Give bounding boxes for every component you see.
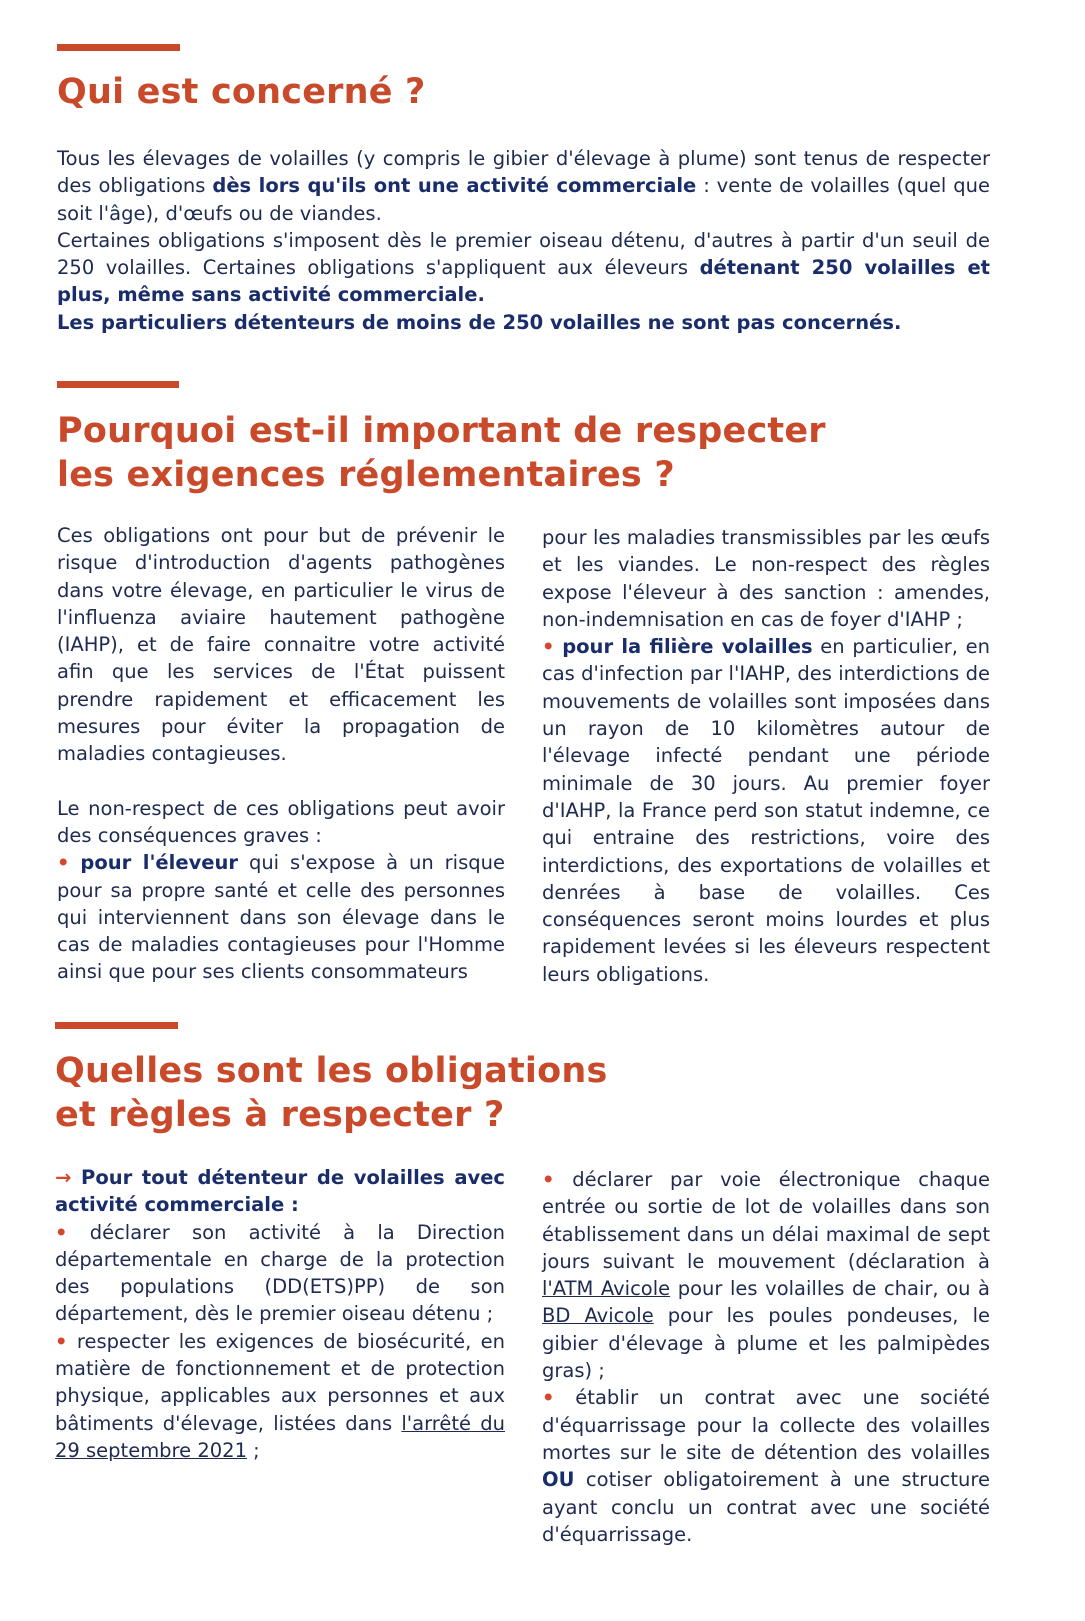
section-rule-1 [57,44,180,51]
link-atm-avicole[interactable]: l'ATM Avicole [542,1277,671,1301]
section-1-body [57,145,990,336]
bullet-item: • respecter les exigences de biosécurité, en matière de fonctionnement et de protection physique, applicables aux personnes et aux bâtiments d'élevage, listées dans l'arrêté du 29 septembre 2021 ; [55,1329,506,1462]
section-3-right-column [542,1166,990,1548]
section-rule-3 [55,1022,178,1029]
arrow-right-icon: → [55,1166,72,1189]
bullet-item: • pour la filière volailles en particulier, en cas d'infection par l'IAHP, des interdictions de mouvements de volailles sont imposées dans un rayon de 10 kilomètres autour de l'élevage infecté pendant une période minimale de 30 jours. Au premier foyer d'IAHP, la France perd son statut indemne, ce qui entraine des restrictions, voire des interdictions, des exportations de volailles et denrées à base de volailles. Ces conséquences seront moins lourdes et plus rapidement levées si les éleveurs respectent leurs obligations. [542,635,991,986]
bullet-item: • déclarer par voie électronique chaque entrée ou sortie de lot de volailles dans son établissement dans un délai maximal de sept jours suivant le mouvement (déclaration à l'ATM Avicole pour les volailles de chair, ou à BD Avicole pour les poules pondeuses, le gibier d'élevage à plume et les palmipèdes gras) ; [542,1168,991,1383]
bullet-item: • déclarer son activité à la Direction départementale en charge de la protection des populations (DD(ETS)PP) de son département, dès le premier oiseau détenu ; [55,1220,505,1326]
bullet-item: • établir un contrat avec une société d'équarrissage pour la collecte des volailles mortes sur le site de détention des volailles OU cotiser obligatoirement à une structure ayant conclu un contrat avec une société d'équarrissage. [542,1386,991,1546]
bullet-icon: • [542,1168,555,1191]
section-2-right-column [542,524,990,988]
subheading: → Pour tout détenteur de volailles avec activité commerciale : [55,1166,505,1217]
bullet-icon: • [57,851,70,875]
paragraph: Le non-respect de ces obligations peut avoir des conséquences graves : [57,796,505,847]
bullet-item: • pour l'éleveur qui s'expose à un risque pour sa propre santé et celle des personnes qui interviennent dans son élevage dans le cas de maladies contagieuses pour l'Homme ainsi que pour ses clients consommateurs [57,851,505,984]
section-title-obligations: Quelles sont les obligations et règles à respecter ? [55,1051,608,1135]
bullet-icon: • [55,1220,68,1244]
link-bd-avicole[interactable]: BD Avicole [542,1304,654,1328]
section-2-left-column [57,522,505,986]
paragraph: Tous les élevages de volailles (y compris le gibier d'élevage à plume) sont tenus de respecter des obligations dès lors qu'ils ont une activité commerciale : vente de volailles (quel que soit l'âge), d'œufs ou de viandes. [57,147,990,225]
link-arrete-29-septembre-2021[interactable]: l'arrêté du 29 septembre 2021 [55,1411,505,1462]
paragraph-bold: Les particuliers détenteurs de moins de 250 volailles ne sont pas concernés. [57,310,902,334]
bullet-icon: • [542,635,555,659]
section-title-pourquoi: Pourquoi est-il important de respecter les exigences réglementaires ? [57,411,826,495]
section-rule-2 [57,381,179,388]
section-title-qui-est-concerne: Qui est concerné ? [57,72,426,112]
paragraph: pour les maladies transmissibles par les œufs et les viandes. Le non-respect des règles expose l'éleveur à des sanction : amendes, non-indemnisation en cas de foyer d'IAHP ; [542,526,990,631]
bullet-icon: • [55,1329,68,1353]
paragraph: Certaines obligations s'imposent dès le premier oiseau détenu, d'autres à partir d'un seuil de 250 volailles. Certaines obligations s'appliquent aux éleveurs détenant 250 volailles et plus, même sans activité commerciale. [57,228,990,307]
section-3-left-column [55,1164,505,1464]
paragraph: Ces obligations ont pour but de prévenir le risque d'introduction d'agents pathogènes dans votre élevage, en particulier le virus de l'influenza aviaire hautement pathogène (IAHP), et de faire connaitre votre activité afin que les services de l'État puissent prendre rapidement et efficacement les mesures pour éviter la propagation de maladies contagieuses. [57,524,505,766]
bullet-icon: • [542,1386,555,1410]
